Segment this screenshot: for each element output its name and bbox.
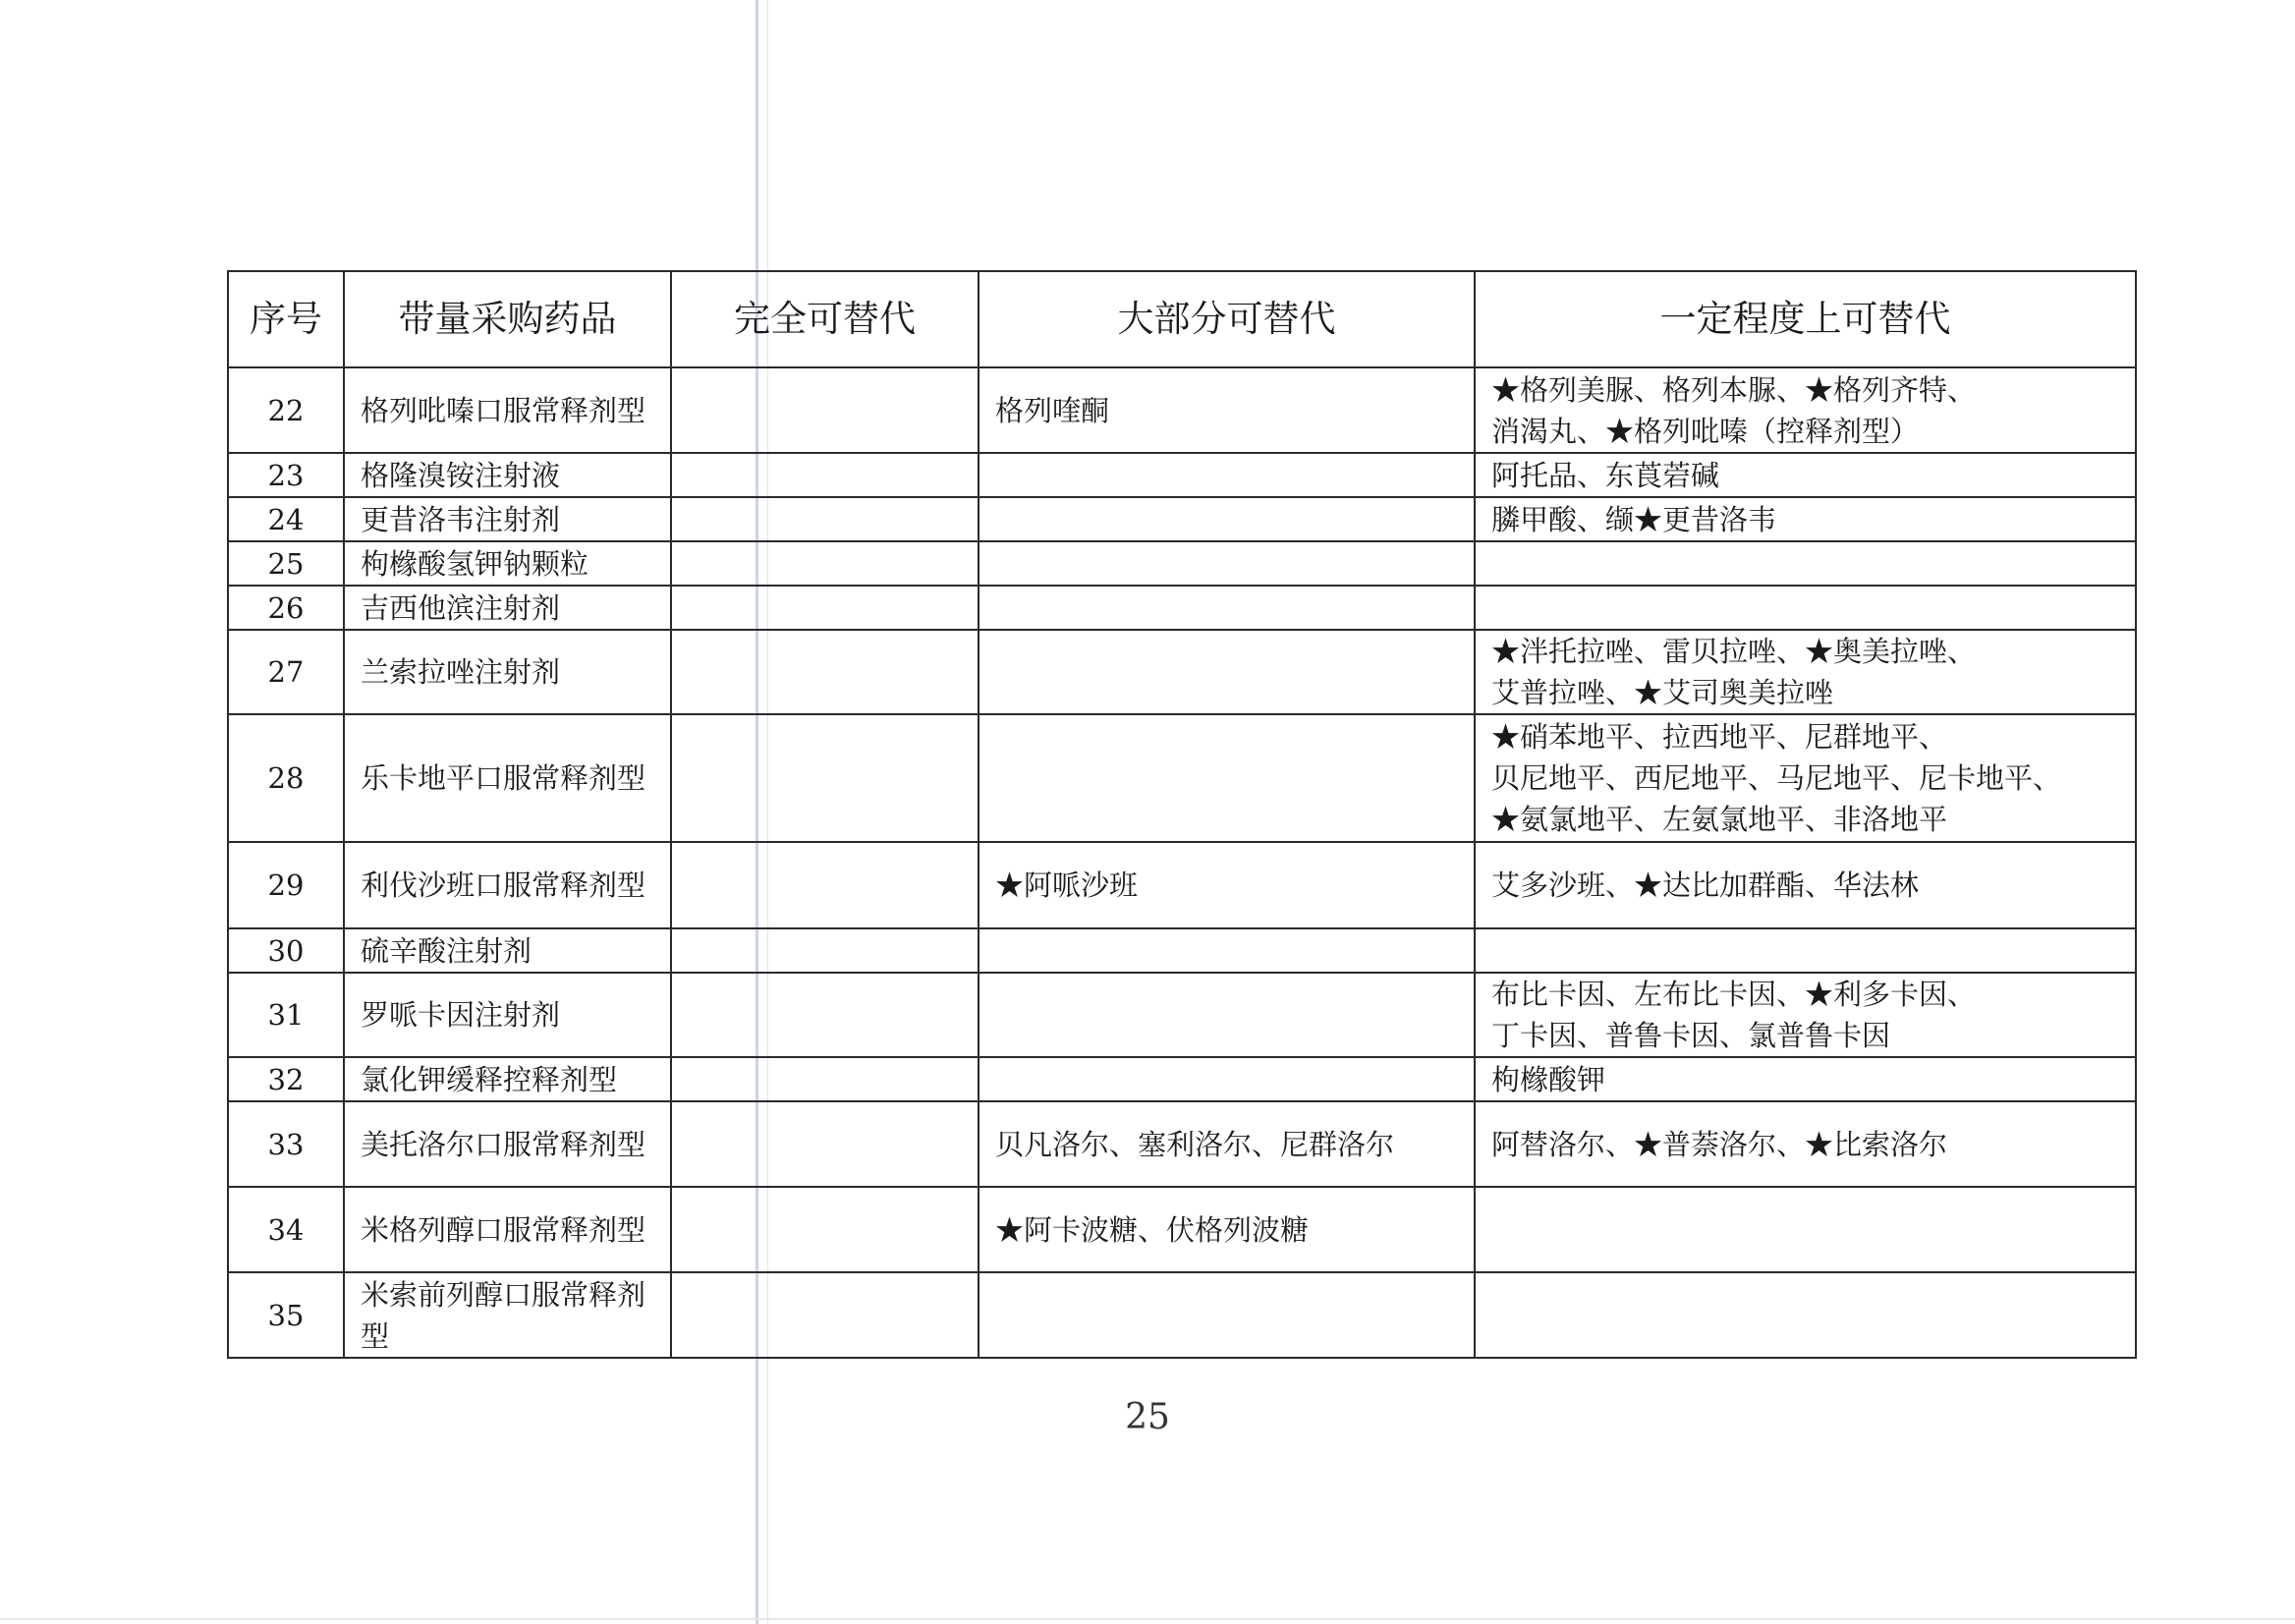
drug-name: 乐卡地平口服常释剂型 [344,714,671,842]
table-header-row [228,271,2136,367]
most-substitute [979,541,1475,586]
full-substitute [671,928,979,973]
full-substitute [671,973,979,1057]
most-substitute [979,586,1475,630]
table-row [228,541,2136,586]
full-substitute [671,842,979,928]
partial-substitute [1475,1187,2136,1272]
row-number: 22 [228,367,344,453]
scan-guide-line [0,1618,2295,1620]
full-substitute [671,453,979,497]
row-number: 31 [228,973,344,1057]
table-row [228,497,2136,541]
most-substitute [979,1272,1475,1358]
partial-substitute: ★泮托拉唑、雷贝拉唑、★奥美拉唑、 艾普拉唑、★艾司奥美拉唑 [1475,630,2136,714]
table-row [228,842,2136,928]
table-row [228,1057,2136,1101]
row-number: 27 [228,630,344,714]
partial-substitute [1475,541,2136,586]
substitution-table [227,270,2137,1359]
most-substitute: ★阿哌沙班 [979,842,1475,928]
drug-name: 米索前列醇口服常释剂型 [344,1272,671,1358]
table-row [228,630,2136,714]
drug-name: 更昔洛韦注射剂 [344,497,671,541]
row-number: 26 [228,586,344,630]
drug-name: 格列吡嗪口服常释剂型 [344,367,671,453]
partial-substitute: ★格列美脲、格列本脲、★格列齐特、 消渴丸、★格列吡嗪（控释剂型） [1475,367,2136,453]
most-substitute: 贝凡洛尔、塞利洛尔、尼群洛尔 [979,1101,1475,1187]
full-substitute [671,630,979,714]
header-partial-substitute: 一定程度上可替代 [1475,271,2136,367]
partial-substitute: 阿托品、东莨菪碱 [1475,453,2136,497]
drug-name: 罗哌卡因注射剂 [344,973,671,1057]
partial-substitute [1475,1272,2136,1358]
row-number: 24 [228,497,344,541]
partial-substitute: 艾多沙班、★达比加群酯、华法林 [1475,842,2136,928]
drug-name: 氯化钾缓释控释剂型 [344,1057,671,1101]
table-row [228,1272,2136,1358]
full-substitute [671,586,979,630]
full-substitute [671,541,979,586]
partial-substitute: 布比卡因、左布比卡因、★利多卡因、 丁卡因、普鲁卡因、氯普鲁卡因 [1475,973,2136,1057]
most-substitute [979,1057,1475,1101]
most-substitute [979,714,1475,842]
table-row [228,973,2136,1057]
table-row [228,453,2136,497]
drug-name: 枸橼酸氢钾钠颗粒 [344,541,671,586]
table-row [228,1187,2136,1272]
row-number: 33 [228,1101,344,1187]
header-full-substitute: 完全可替代 [671,271,979,367]
most-substitute [979,928,1475,973]
table-row [228,1101,2136,1187]
row-number: 29 [228,842,344,928]
table-row [228,586,2136,630]
most-substitute: ★阿卡波糖、伏格列波糖 [979,1187,1475,1272]
partial-substitute: 膦甲酸、缬★更昔洛韦 [1475,497,2136,541]
header-no: 序号 [228,271,344,367]
full-substitute [671,367,979,453]
full-substitute [671,1101,979,1187]
row-number: 30 [228,928,344,973]
drug-name: 格隆溴铵注射液 [344,453,671,497]
most-substitute [979,630,1475,714]
table-row [228,714,2136,842]
most-substitute [979,453,1475,497]
full-substitute [671,1057,979,1101]
full-substitute [671,497,979,541]
drug-name: 兰索拉唑注射剂 [344,630,671,714]
full-substitute [671,1187,979,1272]
header-most-substitute: 大部分可替代 [979,271,1475,367]
partial-substitute: ★硝苯地平、拉西地平、尼群地平、 贝尼地平、西尼地平、马尼地平、尼卡地平、 ★氨氯地平、左氨氯地平、非洛地平 [1475,714,2136,842]
most-substitute [979,497,1475,541]
drug-name: 利伐沙班口服常释剂型 [344,842,671,928]
table-row [228,928,2136,973]
partial-substitute [1475,586,2136,630]
drug-name: 硫辛酸注射剂 [344,928,671,973]
drug-name: 美托洛尔口服常释剂型 [344,1101,671,1187]
partial-substitute: 枸橼酸钾 [1475,1057,2136,1101]
row-number: 23 [228,453,344,497]
row-number: 32 [228,1057,344,1101]
most-substitute [979,973,1475,1057]
drug-name: 米格列醇口服常释剂型 [344,1187,671,1272]
full-substitute [671,714,979,842]
page-number: 25 [1125,1397,1170,1437]
drug-name: 吉西他滨注射剂 [344,586,671,630]
row-number: 34 [228,1187,344,1272]
row-number: 28 [228,714,344,842]
most-substitute: 格列喹酮 [979,367,1475,453]
row-number: 35 [228,1272,344,1358]
full-substitute [671,1272,979,1358]
header-drug: 带量采购药品 [344,271,671,367]
partial-substitute [1475,928,2136,973]
table-row [228,367,2136,453]
row-number: 25 [228,541,344,586]
partial-substitute: 阿替洛尔、★普萘洛尔、★比索洛尔 [1475,1101,2136,1187]
